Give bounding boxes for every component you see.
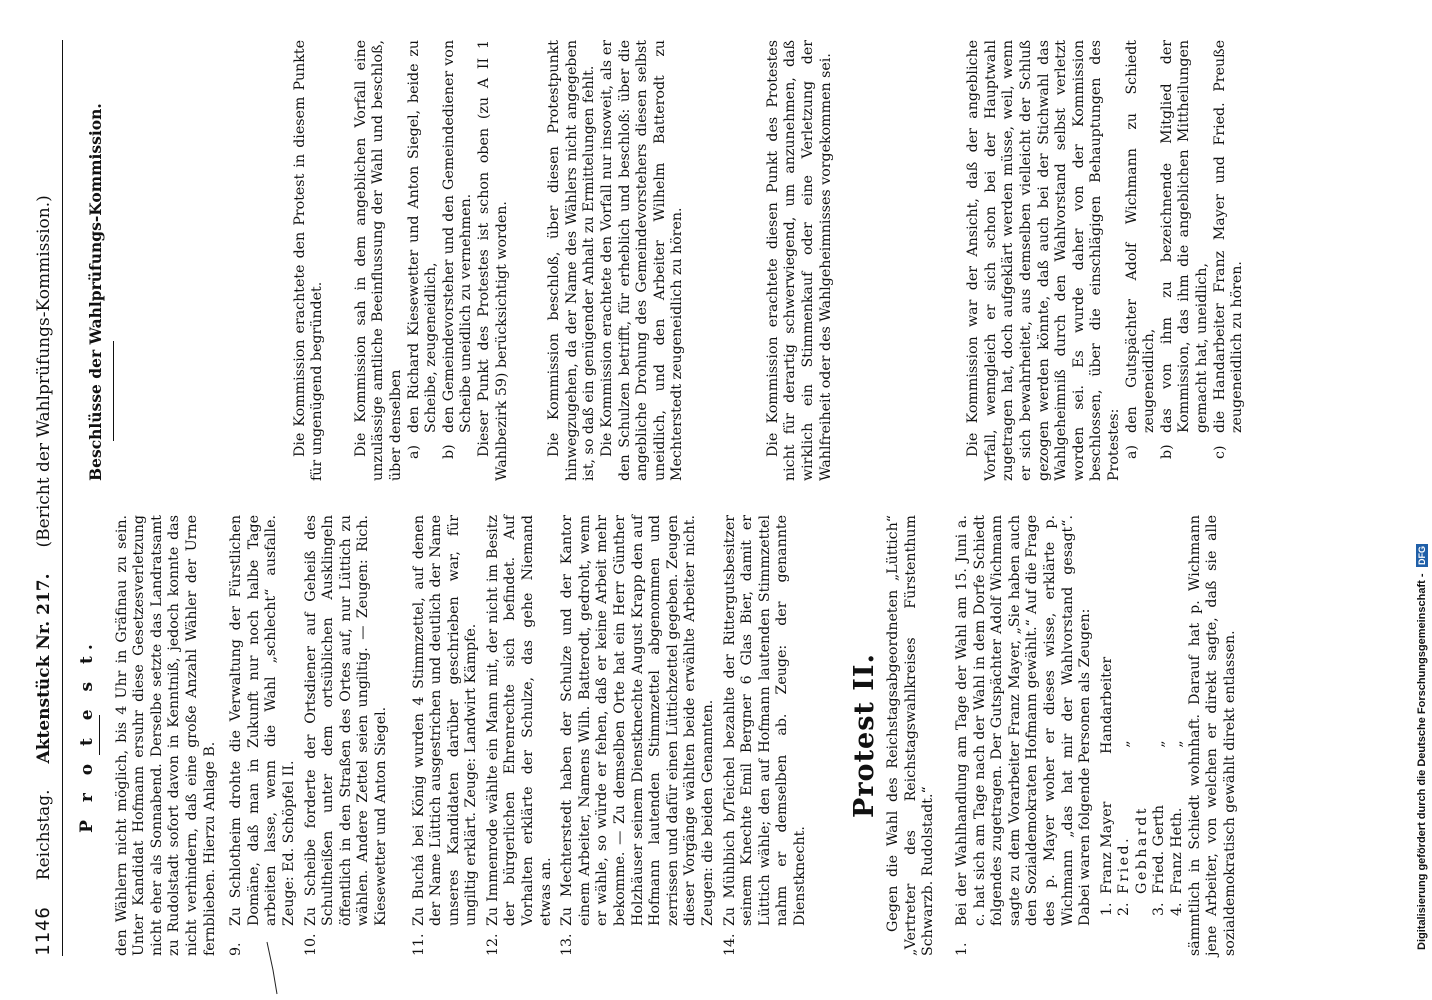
protest-item-9: 9. Zu Schlotheim drohte die Verwaltung der Fürstlichen Domäne, daß man in Zukunft nur noch halbe Tage arbeiten lasse, wenn die Wahl „schlecht“ ausfalle. Zeuge: Ed. Schöpfel II. [228, 515, 297, 956]
protest-item-14: 14. Zu Mühlbich b/Teichel bezahlte der Rittergutsbesitzer seinem Knechte Emil Bergner 6 Glas Bier, damit er Lüttich wähle; den auf Hofmann lautenden Stimmzettel nahm er demselben ab. Zeuge: der genannte Dienstknecht. [721, 515, 808, 956]
heading-rule [113, 341, 114, 441]
witness-row: 4. Franz Heth. „ [1169, 740, 1186, 916]
resolution-item-10-intro: Die Kommission sah in dem angeblichen Vorfall eine unzulässige amtliche Beeinflussung der Wahl und beschloß, über denselben [352, 40, 404, 481]
page-number: 1146 [32, 906, 54, 956]
resolution-item-10-a: a) den Richard Kiesewetter und Anton Siegel, beide zu Scheibe, zeugeneidlich, [405, 40, 440, 459]
witness-row: 1. Franz Mayer Handarbeiter [1098, 656, 1115, 916]
protest-item-11: 11. Zu Buchá bei König wurden 4 Stimmzettel, auf denen der Name Lüttich ausgestrichen und deutlich der Name unseres Kandidaten darüber geschrieben war, für ungiltig erklärt. Zeuge: Landwirt Kämpfe. [410, 515, 480, 956]
protest-2-item-1: 1. Bei der Wahlhandlung am Tage der Wahl am 15. Juni a. c. hat sich am Tage nach der Wahl in dem Dorfe Schiedt folgendes zugetragen. Der Gutspächter Adolf Wichmann sagte zu dem Vorarbeiter Franz Mayer, „Sie haben auch den Sozialdemokraten Hofmann gewählt.“ Auf die Frage des p. Mayer woher er dieses wisse, erklärte p. Wichmann „das hat mir der Wahlvorstand gesagt“. Dabei waren folgende Personen als Zeugen: [953, 515, 1094, 956]
resolutions-heading: Beschlüsse der Wahlprüfungs-Kommission. [86, 103, 105, 481]
resolutions-column [73, 40, 1373, 481]
heading-rule [99, 716, 100, 756]
resolution-item-14: Die Kommission erachtete diesen Punkt des Protestes nicht für derartig schwerwiegend, um anzunehmen, daß wirklich ein Stimmenkauf oder eine Verletzung der Wahlfreiheit oder des Wahlgeheimnisses vorgekommen sei. [764, 40, 834, 481]
witness-row: 3. Fried. Gerth „ [1151, 740, 1168, 916]
protest-column [73, 515, 1373, 956]
resolution-item-9: Die Kommission erachtete den Protest in diesem Punkte für ungenügend begründet. [291, 40, 326, 481]
witness-list [1099, 515, 1187, 956]
resolution-item-13: Die Kommission erachtete den Vorfall nur insoweit, als er den Schulzen betrifft, für erheblich und beschloß: über die angebliche Drohung des Gemeindevorstehers diesen selbst uneidlich, und den Arbeiter Wilhelm Batterodt zu Mechterstedt zeugeneidlich zu hören. [598, 40, 686, 481]
protest-item-10: 10. Zu Scheibe forderte der Ortsdiener auf Geheiß des Schultheißen unter dem ortsüblichen Ausklingeln öffentlich in den Straßen des Ortes auf, nur Lüttich zu wählen. Andere Zettel seien ungiltig. — Zeugen: Rich. Kiesewetter und Anton Siegel. [302, 515, 389, 956]
running-head-center: Aktenstück Nr. 217. [34, 573, 54, 764]
header-rule [62, 40, 63, 956]
dfg-logo-icon: DFG [1417, 546, 1427, 566]
protest-item-13: 13. Zu Mechterstedt haben der Schulze und der Kantor einem Arbeiter, Namens Wilh. Batterodt, gedroht, wenn er wähle, so würde er fehen, daß er keine Arbeit mehr bekomme. — Zu demselben Orte hat ein Herr Günther Holzhäuser seinem Dienstknechte August Krapp den auf Hofmann lautenden Stimmzettel abgenommen und zerrissen und dafür einen Lüttichzettel gegeben. Zeugen dieser Vorgänge wählten beide erwählte Arbeiter nicht. Zeugen: die beiden Genannten. [559, 515, 716, 956]
witness-row: 2. Fried. Gebhardt „ [1116, 740, 1150, 916]
protest-heading: P r o t e s t. [77, 638, 97, 833]
protest-item-12: 12. Zu Immenrode wählte ein Mann mit, der nicht im Besitz der bürgerlichen Ehrenrechte sich befindet. Auf Vorhalten erklärte der Schulze, das gehe Niemand etwas an. [484, 515, 554, 956]
resolution-protest-2: Die Kommission war der Ansicht, daß der angebliche Vorfall, wenngleich er sich schon bei der Hauptwahl zugetragen hat, doch aufgeklärt werden müsse, weil, wenn er sich bewahrheitet, aus demselben vielleicht der Schluß gezogen werden könnte, daß auch bei der Stichwahl das Wahlgeheimniß durch den Wahlvorstand selbst verletzt worden sei. Es wurde daher von der Kommission beschlossen, über die einschlägigen Behauptungen des Protestes: [965, 40, 1122, 481]
running-head-left: Reichstag. [34, 789, 54, 881]
running-head-right: (Bericht der Wahlprüfungs-Kommission.) [34, 195, 54, 548]
resolution-protest-2-c: c) die Handarbeiter Franz Mayer und Fried. Preuße zeugeneidlich zu hören. [1211, 40, 1246, 459]
running-head [32, 40, 58, 956]
two-column-body [73, 40, 1373, 956]
digitization-note: Digitalisierung gefördert durch die Deutsche Forschungsgemeinschaft - DFG [1416, 546, 1428, 950]
protest-2-heading: Protest II. [848, 653, 880, 818]
opening-paragraph: den Wählern nicht möglich, bis 4 Uhr in Gräfinau zu sein. Unter Kandidat Hofmann ersuhr diese Gesetzesverletzung nicht eher als Sonnabend. Derselbe setzte das Landratsamt zu Rudolstadt sofort davon in Kenntniß, jedoch konnte das nicht verhindern, daß eine große Anzahl Wähler der Urne fernblieben. Hierzu Anlage B. [113, 515, 218, 956]
pencil-mark-icon [265, 940, 279, 996]
resolution-item-11: Dieser Punkt des Protestes ist schon oben (zu A II 1 Wahlbezirk 59) berücksichtigt worden. [475, 40, 510, 481]
resolution-protest-2-b: b) das von ihm zu bezeichnende Mitglied der Kommission, das ihm die angeblichen Mittheilungen gemacht hat, uneidlich, [1158, 40, 1210, 459]
protest-2-intro: Gegen die Wahl des Reichstagsabgeordneten „Lüttich“ „Vertreter des Reichstagswahlkreises Fürstenthum Schwarzb. Rudolstadt.“ [885, 515, 937, 956]
resolution-protest-2-a: a) den Gutspächter Adolf Wichmann zu Schiedt zeugeneidlich, [1123, 40, 1158, 459]
resolution-item-12: Die Kommission beschloß, über diesen Protestpunkt hinwegzugehen, da der Name des Wählers nicht angegeben ist, so daß ein genügender Anhalt zu Ermittelungen fehlt. [546, 40, 598, 481]
resolution-item-10-b: b) den Gemeindevorsteher und den Gemeindediener von Scheibe uneidlich zu vernehmen. [440, 40, 475, 459]
protest-2-closing: sämmtlich in Schiedt wohnhaft. Darauf hat p. Wichmann jene Arbeiter, von welchen er direkt sagte, daß sie alle sozialdemokratisch gewählt direkt entlassen. [1186, 515, 1238, 956]
